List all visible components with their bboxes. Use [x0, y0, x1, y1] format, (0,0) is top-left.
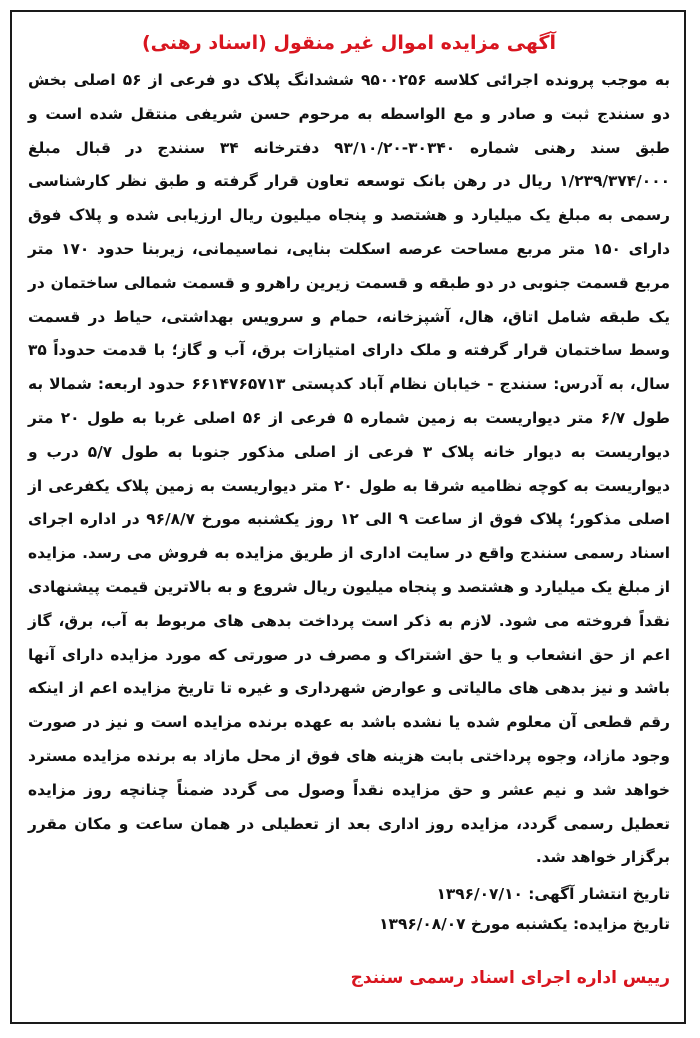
- notice-frame: [10, 10, 686, 1024]
- auction-date: تاریخ مزایده: یکشنبه مورخ ۱۳۹۶/۰۸/۰۷: [379, 915, 670, 934]
- signature: رییس اداره اجرای اسناد رسمی سنندج: [350, 968, 670, 989]
- notice-title: آگهی مزایده اموال غیر منقول (اسناد رهنی): [141, 32, 557, 54]
- notice-dates: [28, 879, 670, 939]
- notice-body: به موجب پرونده اجرائی کلاسه ۹۵۰۰۲۵۶ ششدانگ پلاک دو فرعی از ۵۶ اصلی بخش دو سنندج ثبت و صادر و مع الواسطه به مرحوم حسن شریفی منتقل شده است و طبق سند رهنی شماره ۳۰۳۴۰-۹۳/۱۰/۲۰ دفترخانه ۳۴ سنندج در قبال مبلغ ۱/۲۳۹/۳۷۴/۰۰۰ ریال در رهن بانک توسعه تعاون قرار گرفته و طبق نظر کارشناسی رسمی به مبلغ یک میلیارد و هشتصد و پنجاه میلیون ریال ارزیابی شده و پلاک فوق دارای ۱۵۰ متر مربع مساحت عرصه اسکلت بنایی، نماسیمانی، زیربنا حدود ۱۷۰ متر مربع قسمت جنوبی در دو طبقه و قسمت زیرین راهرو و قسمت شمالی ساختمان در یک طبقه شامل اتاق، هال، آشپزخانه، حمام و سرویس بهداشتی، حیاط در قسمت وسط ساختمان قرار گرفته و ملک دارای امتیازات برق، آب و گاز؛ با قدمت حدوداً ۳۵ سال، به آدرس: سنندج - خیابان نظام آباد کدپستی ۶۶۱۴۷۶۵۷۱۳ حدود اربعه: شمالا به طول ۶/۷ متر دیواریست به زمین شماره ۵ فرعی از ۵۶ اصلی غربا به طول ۲۰ متر دیواریست به دیوار خانه پلاک ۳ فرعی از اصلی مذکور جنوبا به طول ۵/۷ درب و دیواریست به کوچه نظامیه شرقا به طول ۲۰ متر دیواریست به زمین پلاک یکفرعی از اصلی مذکور؛ پلاک فوق از ساعت ۹ الی ۱۲ روز یکشنبه مورخ ۹۶/۸/۷ در اداره اجرای اسناد رسمی سنندج واقع در سایت اداری از طریق مزایده به فروش می رسد. مزایده از مبلغ یک میلیارد و هشتصد و پنجاه میلیون ریال شروع و به بالاترین قیمت پیشنهادی نقداً فروخته می شود. لازم به ذکر است پرداخت بدهی های مربوط به آب، برق، گاز اعم از حق انشعاب و یا حق اشتراک و مصرف در صورتی که مورد مزایده دارای آنها باشد و نیز بدهی های مالیاتی و عوارض شهرداری و غیره تا تاریخ مزایده اعم از اینکه رقم قطعی آن معلوم شده یا نشده باشد به عهده برنده مزایده است و نیز در صورت وجود مازاد، وجوه پرداختی بابت هزینه های فوق از محل مازاد به برنده مزایده مسترد خواهد شد و نیم عشر و حق مزایده نقداً وصول می گردد ضمناً چنانچه روز مزایده تعطیل رسمی گردد، مزایده روز اداری بعد از تعطیلی در همان ساعت و مکان مقرر برگزار خواهد شد.: [28, 71, 671, 867]
- publish-date: تاریخ انتشار آگهی: ۱۳۹۶/۰۷/۱۰: [436, 885, 670, 904]
